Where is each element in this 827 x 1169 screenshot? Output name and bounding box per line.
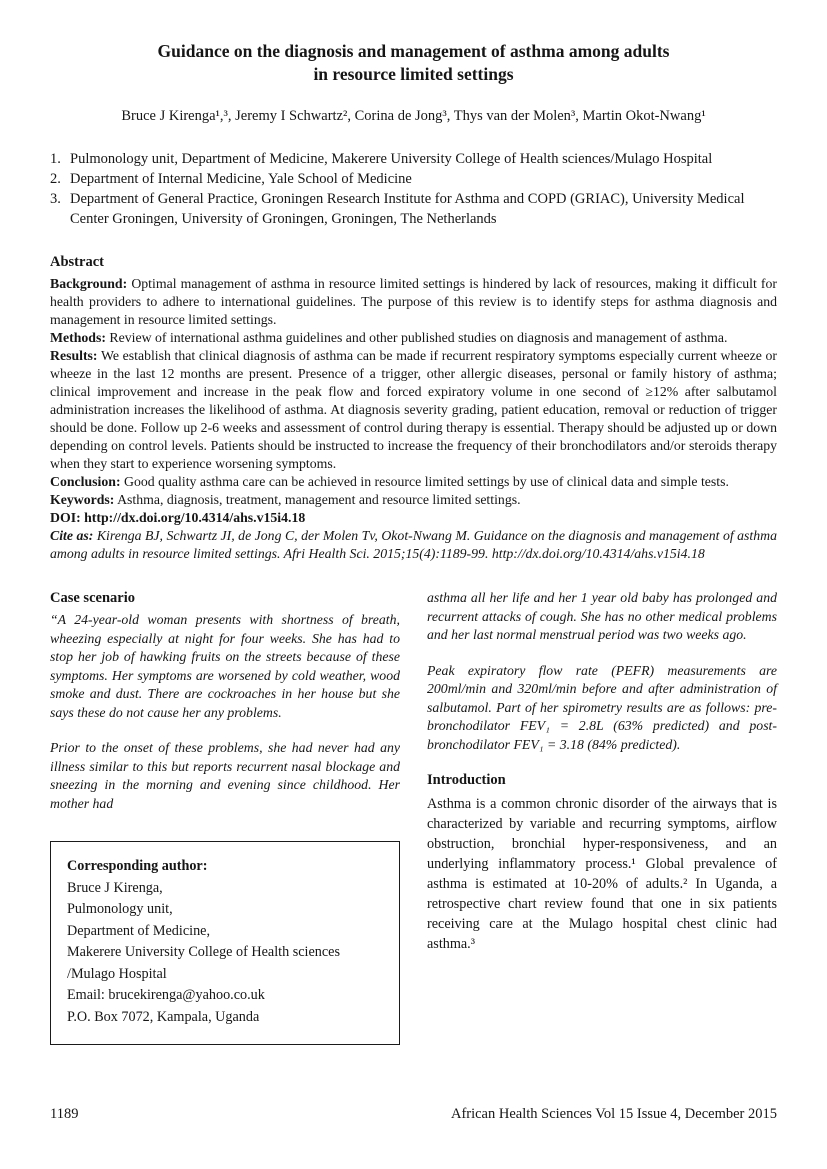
corresponding-author-department: Department of Medicine, <box>67 922 211 939</box>
cite-as-label: Cite as: <box>50 528 94 543</box>
corresponding-author-name: Bruce J Kirenga, <box>67 879 163 896</box>
citation-line <box>50 527 777 563</box>
case-scenario-heading: Case scenario <box>50 590 135 606</box>
page-title <box>50 40 777 86</box>
abstract-conclusion-label: Conclusion: <box>50 474 121 489</box>
affiliation-item <box>50 169 777 189</box>
authors-line: Bruce J Kirenga¹,³, Jeremy I Schwartz², Corina de Jong³, Thys van der Molen³, Martin Okot-Nwang¹ <box>121 108 706 124</box>
case-paragraph-1: “A 24-year-old woman presents with shortness of breath, wheezing especially at night for four weeks. She has had to stop her job of hawking fruits on the streets because of these symptoms. Her symptoms are worsened by cold weather, wood smoke and dust. There are cockroaches in her house but she says these do not cause her any problems. <box>50 612 400 720</box>
abstract-methods-text: Review of international asthma guidelines and other published studies on diagnosis and management of asthma. <box>109 330 728 345</box>
title-line-1: Guidance on the diagnosis and management of asthma among adults <box>157 41 670 61</box>
affiliation-number: 3. <box>50 191 61 207</box>
case-paragraph-3: asthma all her life and her 1 year old baby has prolonged and recurrent attacks of cough. She has no other medical problems and her last normal menstrual period was two weeks ago. <box>427 590 777 642</box>
abstract-results-label: Results: <box>50 348 98 363</box>
two-column-body <box>50 589 777 1045</box>
introduction-paragraph: Asthma is a common chronic disorder of the airways that is characterized by variable and recurring symptoms, airflow obstruction, bronchial hyper-responsiveness, and an underlying inflammatory process.¹ Global prevalence of asthma is estimated at 10-20% of adults.² In Uganda, a retrospective chart review found that one in six patients receiving care at the Mulago hospital chest clinic had asthma.³ <box>427 796 777 952</box>
corresponding-author-unit: Pulmonology unit, <box>67 901 173 917</box>
abstract-methods-label: Methods: <box>50 330 106 345</box>
cite-as-text: Kirenga BJ, Schwartz JI, de Jong C, der Molen Tv, Okot-Nwang M. Guidance on the diagnosis and management of asthma among adults in resource limited settings. Afri Health Sci. 2015;15(4):1189-99. http://dx.doi.org/10.4314/ahs.v15i4.18 <box>50 528 778 561</box>
affiliation-item <box>50 149 777 169</box>
abstract-background-label: Background: <box>50 276 128 291</box>
introduction-heading: Introduction <box>427 772 506 788</box>
abstract-background-text: Optimal management of asthma in resource limited settings is hindered by lack of resources, making it difficult for health providers to adhere to international guidelines. The purpose of this review is to identify steps for asthma diagnosis and management in resource limited settings. <box>50 276 777 327</box>
affiliation-list <box>50 149 777 229</box>
footer-journal-line: African Health Sciences Vol 15 Issue 4, December 2015 <box>450 1106 777 1122</box>
footer-page-number: 1189 <box>50 1106 79 1122</box>
case-paragraph-2: Prior to the onset of these problems, she had never had any illness similar to this but reports recurrent nasal blockage and sneezing in the morning and evening since childhood. Her mother had <box>50 740 400 811</box>
abstract-keywords-text: Asthma, diagnosis, treatment, management and resource limited settings. <box>117 492 521 507</box>
left-column <box>50 589 400 1045</box>
affiliation-item <box>50 189 777 229</box>
paper-header <box>50 40 777 229</box>
abstract-results <box>50 347 777 473</box>
abstract-methods <box>50 329 777 347</box>
title-line-2: in resource limited settings <box>313 64 514 84</box>
affiliation-text: Department of General Practice, Groningen Research Institute for Asthma and COPD (GRIAC), University Medical Center Groningen, University of Groningen, Groningen, The Netherlands <box>70 191 745 227</box>
abstract-section <box>50 253 777 563</box>
corresponding-author-email[interactable]: Email: brucekirenga@yahoo.co.uk <box>67 987 265 1003</box>
abstract-keywords-label: Keywords: <box>50 492 115 507</box>
abstract-heading: Abstract <box>50 254 104 270</box>
abstract-results-text: We establish that clinical diagnosis of asthma can be made if recurrent respiratory symptoms especially current wheeze or wheeze in the last 12 months are present. Presence of a trigger, other allergic diseases, personal or family history of asthma; clinical improvement and increase in the peak flow and forced expiratory volume in one second of ≥12% after salbutamol administration increases the likelihood of asthma. At diagnosis severity grading, patient education, removal or reduction of trigger should be done. Follow up 2-6 weeks and assessment of control during therapy is essential. Therapy should be adjusted up or down depending on control levels. Patients should be instructed to increase the frequency of their bronchodilators and/or steroids therapy when they start to experience worsening symptoms. <box>50 348 778 471</box>
abstract-conclusion-text: Good quality asthma care can be achieved in resource limited settings by use of clinical data and simple tests. <box>124 474 729 489</box>
corresponding-author-hospital: /Mulago Hospital <box>67 965 167 982</box>
corresponding-author-institution: Makerere University College of Health sciences <box>67 944 341 960</box>
affiliation-text: Pulmonology unit, Department of Medicine, Makerere University College of Health sciences/Mulago Hospital <box>70 151 713 167</box>
page-footer <box>50 1106 777 1123</box>
affiliation-number: 1. <box>50 151 61 167</box>
affiliation-text: Department of Internal Medicine, Yale School of Medicine <box>70 171 412 187</box>
doi-label: DOI: <box>50 510 81 525</box>
corresponding-author-label: Corresponding author: <box>67 858 208 874</box>
abstract-keywords <box>50 491 777 509</box>
doi-link[interactable]: http://dx.doi.org/10.4314/ahs.v15i4.18 <box>84 510 306 525</box>
abstract-conclusion <box>50 473 777 491</box>
right-column <box>427 589 777 1045</box>
abstract-background <box>50 275 777 329</box>
affiliation-number: 2. <box>50 171 61 187</box>
corresponding-author-address: P.O. Box 7072, Kampala, Uganda <box>67 1008 260 1025</box>
corresponding-author-box <box>50 841 400 1045</box>
doi-line <box>50 509 777 527</box>
case-paragraph-4: Peak expiratory flow rate (PEFR) measurements are 200ml/min and 320ml/min before and after administration of salbutamol. Part of her spirometry results are as follows: pre-bronchodilator FEV₁ = 2.8L (63% predicted) and post-bronchodilator FEV₁ = 3.18 (84% predicted). <box>427 662 777 752</box>
